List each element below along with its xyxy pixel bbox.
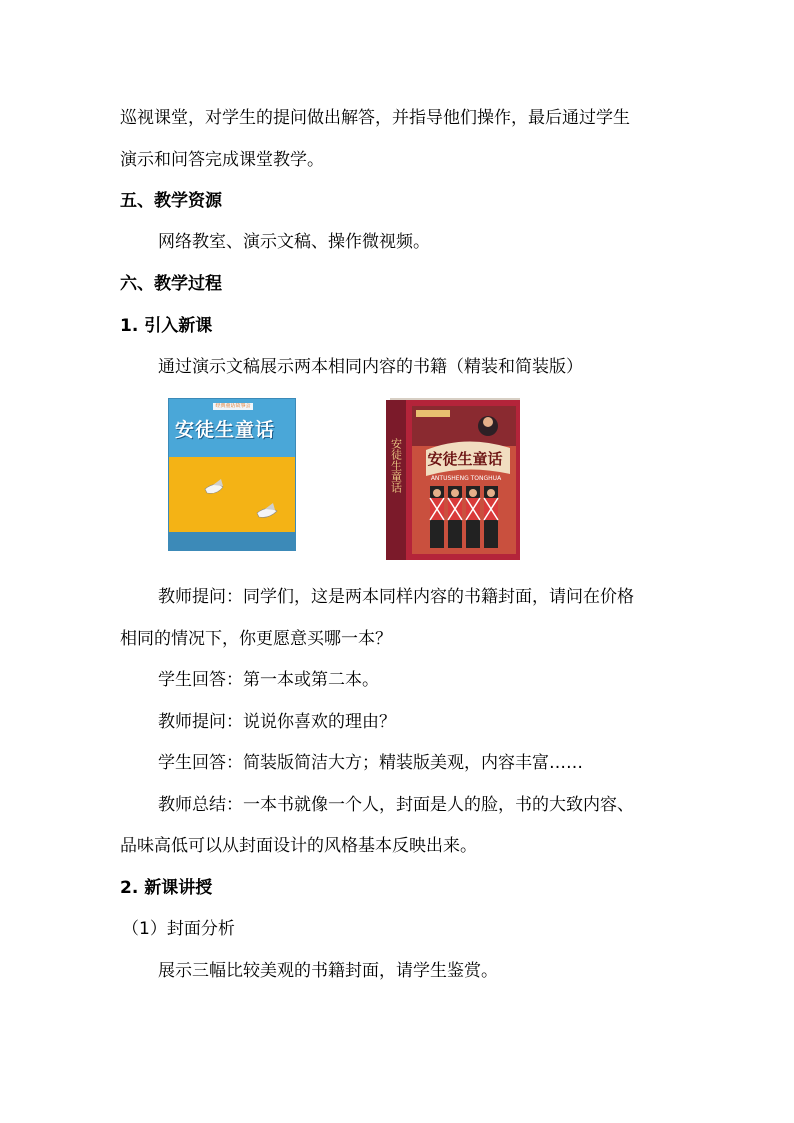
deluxe-cover-title: 安徒生童话 <box>427 450 503 468</box>
series-tag: 经典童话故事会 <box>213 403 253 410</box>
cover-title: 安徒生童话 <box>175 419 276 441</box>
section-heading-resources: 五、教学资源 <box>120 191 222 211</box>
section-heading-process: 六、教学过程 <box>120 274 222 294</box>
paragraph-line: 相同的情况下，你更愿意买哪一本？ <box>120 629 392 649</box>
cover-bottom-band <box>169 532 295 550</box>
paragraph-line: 巡视课堂，对学生的提问做出解答，并指导他们操作，最后通过学生 <box>120 108 630 128</box>
paragraph-line: 学生回答：简装版简洁大方；精装版美观，内容丰富…… <box>158 753 583 773</box>
paragraph-line: 展示三幅比较美观的书籍封面，请学生鉴赏。 <box>158 961 498 981</box>
deluxe-cover-pinyin: ANTUSHENG TONGHUA <box>430 475 502 482</box>
paragraph-line: 通过演示文稿展示两本相同内容的书籍（精装和简装版） <box>158 357 583 377</box>
simple-edition-cover-image <box>168 398 296 551</box>
subsection-heading-intro: 1. 引入新课 <box>120 316 213 336</box>
paragraph-line: 演示和问答完成课堂教学。 <box>120 150 324 170</box>
bird-illustration <box>169 399 296 551</box>
paragraph-line: 教师提问：说说你喜欢的理由？ <box>158 712 396 732</box>
deluxe-spine-title: 安徒生童话 <box>389 438 403 493</box>
subsection-heading-new-lesson: 2. 新课讲授 <box>120 878 213 898</box>
subsubsection-heading-cover-analysis: （1）封面分析 <box>122 919 235 939</box>
paragraph-line: 教师总结：一本书就像一个人，封面是人的脸，书的大致内容、 <box>158 795 634 815</box>
paragraph-line: 品味高低可以从封面设计的风格基本反映出来。 <box>120 836 477 856</box>
paragraph-line: 网络教室、演示文稿、操作微视频。 <box>158 232 430 252</box>
paragraph-line: 学生回答：第一本或第二本。 <box>158 670 379 690</box>
deluxe-edition-cover-image <box>386 398 524 562</box>
paragraph-line: 教师提问：同学们，这是两本同样内容的书籍封面，请问在价格 <box>158 587 634 607</box>
